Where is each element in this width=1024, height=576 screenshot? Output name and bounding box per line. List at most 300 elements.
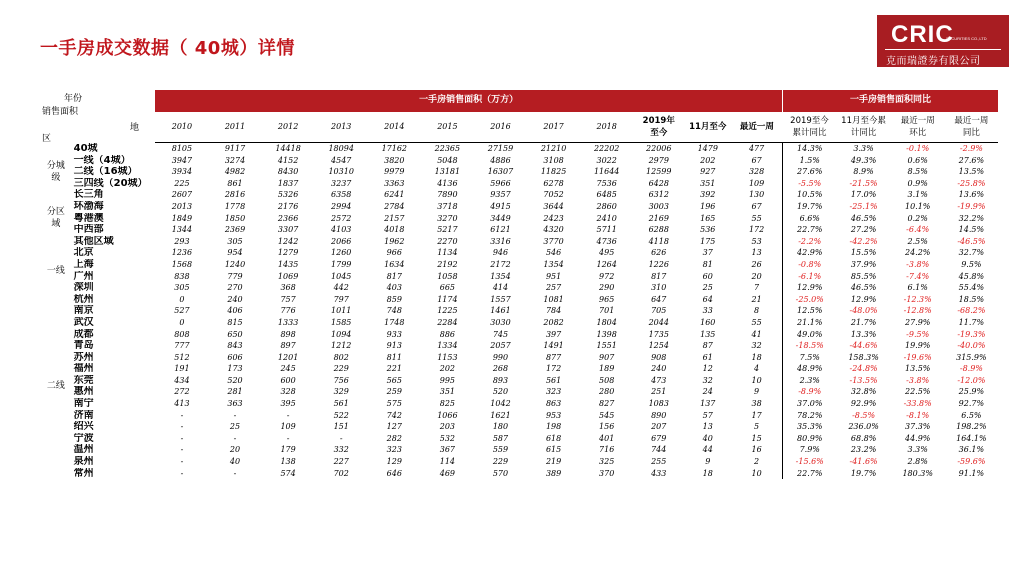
table-row xyxy=(40,178,998,190)
cell-value: 64 xyxy=(702,294,713,304)
cell-value: 14.3% xyxy=(782,143,836,155)
cell-value: 202 xyxy=(439,364,456,374)
cell-value: 21 xyxy=(751,294,762,304)
cell-value: 15.5% xyxy=(850,248,877,258)
cell-value: 37.3% xyxy=(904,422,931,432)
cell-value: 5217 xyxy=(437,225,458,235)
cell-value: 42.9% xyxy=(782,247,836,259)
table-row xyxy=(40,236,998,248)
column-header-text: 最近一周 xyxy=(900,116,935,126)
cell-value: 11644 xyxy=(593,167,620,177)
table-row xyxy=(40,398,998,410)
cell-value: 207 xyxy=(651,422,667,432)
row-name: 常州 xyxy=(73,467,94,479)
cell-value: 1260 xyxy=(331,248,352,258)
cell-value: 8.5% xyxy=(907,167,928,177)
cell-value: 268 xyxy=(492,364,509,374)
cell-value: 4982 xyxy=(224,167,246,177)
cell-value: 742 xyxy=(386,410,402,420)
cell-value: 25 xyxy=(229,422,241,432)
cell-value: 3030 xyxy=(490,317,511,327)
column-header-text: 2018 xyxy=(596,122,617,131)
column-header-text: 2011 xyxy=(224,122,246,131)
cell-value: 368 xyxy=(280,283,296,293)
cell-value: -19.3% xyxy=(957,329,986,339)
cell-value: 8430 xyxy=(277,167,299,177)
cell-value: 251 xyxy=(651,387,667,397)
cell-value: -18.5% xyxy=(782,340,836,352)
cell-value: 245 xyxy=(280,364,296,374)
cell-value: 646 xyxy=(386,468,402,478)
cell-value: 1081 xyxy=(543,294,564,304)
cell-value: 2.3% xyxy=(782,375,836,387)
cell-value: 240 xyxy=(651,364,667,374)
cell-value: 32 xyxy=(751,341,762,351)
cell-value: 323 xyxy=(545,387,562,397)
cell-value: 13.5% xyxy=(958,167,985,177)
cell-value: -8.9% xyxy=(959,364,983,374)
cell-value: -33.8% xyxy=(903,399,932,409)
cell-value: 1748 xyxy=(384,317,405,327)
cell-value: 1240 xyxy=(224,259,246,269)
cell-value: -59.6% xyxy=(957,457,986,467)
cell-value: 1134 xyxy=(437,248,458,258)
table-row xyxy=(40,433,998,445)
cell-value: 12.5% xyxy=(782,305,836,317)
cell-value: 191 xyxy=(174,364,190,374)
cell-value: 745 xyxy=(492,329,509,339)
cell-value: 0.9% xyxy=(907,178,928,188)
cell-value: 3947 xyxy=(171,155,193,165)
row-name: 粤港澳 xyxy=(73,212,104,224)
cell-value: 53 xyxy=(751,236,762,246)
row-name: 40城 xyxy=(73,142,98,154)
cell-value: 532 xyxy=(439,433,456,443)
cell-value: 4886 xyxy=(490,155,511,165)
row-name: 一线（4城） xyxy=(73,154,131,166)
cell-value: 776 xyxy=(280,306,296,316)
cell-value: 87 xyxy=(702,341,713,351)
cell-value: 92.7% xyxy=(958,399,985,409)
cell-value: 495 xyxy=(599,248,615,258)
cell-value: 1344 xyxy=(171,225,193,235)
cell-value: 35.3% xyxy=(782,421,836,433)
cell-value: 85.5% xyxy=(850,271,877,281)
cell-value: 913 xyxy=(386,341,402,351)
yoy-header: 一手房销售面积同比 xyxy=(782,90,998,112)
group-label: 二线 xyxy=(46,381,65,392)
cell-value: 19.9% xyxy=(904,341,931,351)
cell-value: 280 xyxy=(599,387,615,397)
group-label: 分区 域 xyxy=(46,207,65,230)
cell-value: 48.9% xyxy=(782,363,836,375)
cell-value: 1083 xyxy=(648,399,669,409)
cell-value: -12.8% xyxy=(903,306,932,316)
cell-value: 13.3% xyxy=(850,329,877,339)
table-row xyxy=(40,271,998,283)
table-row xyxy=(40,282,998,294)
row-name: 武汉 xyxy=(73,316,94,328)
cell-value: -8.1% xyxy=(906,410,930,420)
cell-value: 173 xyxy=(227,364,243,374)
column-header-text: 最近一周 xyxy=(954,116,989,126)
cell-value: 972 xyxy=(599,271,615,281)
cell-value: 389 xyxy=(545,468,562,478)
cell-value: 650 xyxy=(227,329,243,339)
cell-value: 933 xyxy=(386,329,402,339)
cell-value: 7.5% xyxy=(782,352,836,364)
cell-value: 9979 xyxy=(384,167,405,177)
cell-value: 15 xyxy=(751,433,762,443)
corner-area: 地 xyxy=(130,123,140,133)
cell-value: 3644 xyxy=(543,201,564,211)
cell-value: 328 xyxy=(280,387,296,397)
cell-value: 1153 xyxy=(437,352,458,362)
cell-value: 16307 xyxy=(487,167,514,177)
cell-value: 12.9% xyxy=(782,282,836,294)
cell-value: 1491 xyxy=(543,341,564,351)
column-header-text: 2010 xyxy=(171,122,193,131)
row-name: 环渤海 xyxy=(73,200,104,212)
cell-value: 946 xyxy=(492,248,509,258)
cell-value: 843 xyxy=(227,341,243,351)
cell-value: 18 xyxy=(751,352,762,362)
cell-value: -0.1% xyxy=(906,144,930,153)
cell-value: - xyxy=(180,445,184,455)
cell-value: -0.8% xyxy=(782,259,836,271)
cell-value: 5711 xyxy=(596,225,617,235)
cell-value: -19.9% xyxy=(957,201,986,211)
cell-value: 1585 xyxy=(331,317,352,327)
cell-value: 2176 xyxy=(277,201,299,211)
table-row xyxy=(40,468,998,480)
row-name: 福州 xyxy=(73,363,94,375)
cell-value: 1398 xyxy=(596,329,617,339)
cell-value: 966 xyxy=(386,248,402,258)
page-title: 一手房成交数据（ 40城）详情 xyxy=(40,38,295,59)
cell-value: 395 xyxy=(280,399,296,409)
cell-value: 127 xyxy=(386,422,402,432)
cell-value: 10 xyxy=(751,375,762,385)
corner-region: 区 xyxy=(42,134,52,143)
cell-value: 32.2% xyxy=(958,213,985,223)
cell-value: 2066 xyxy=(331,236,352,246)
cell-value: 3316 xyxy=(490,236,511,246)
cell-value: 565 xyxy=(386,375,402,385)
cell-value: 67 xyxy=(751,155,762,165)
cell-value: 561 xyxy=(545,375,562,385)
cell-value: 24.2% xyxy=(904,248,931,258)
cell-value: 1354 xyxy=(490,271,511,281)
cell-value: 37.9% xyxy=(850,259,877,269)
cell-value: 1334 xyxy=(437,341,458,351)
cell-value: 1962 xyxy=(384,236,405,246)
column-header-text: 至今 xyxy=(650,128,668,138)
cell-value: 665 xyxy=(439,283,456,293)
cell-value: 229 xyxy=(333,364,349,374)
row-name: 宁波 xyxy=(73,432,94,444)
cell-value: 570 xyxy=(492,468,509,478)
cell-value: 522 xyxy=(333,410,349,420)
group-label: 一线 xyxy=(46,265,65,276)
cell-value: 323 xyxy=(386,445,402,455)
cell-value: 236.0% xyxy=(848,422,879,432)
table-row xyxy=(40,213,998,225)
cell-value: 180.3% xyxy=(902,468,933,478)
cell-value: 38 xyxy=(751,399,762,409)
cell-value: 2.5% xyxy=(907,236,928,246)
row-name: 东莞 xyxy=(73,374,94,386)
cell-value: 401 xyxy=(599,433,615,443)
cell-value: - xyxy=(180,457,184,467)
cell-value: 5966 xyxy=(490,178,511,188)
cell-value: 227 xyxy=(333,457,349,467)
cell-value: 0.2% xyxy=(907,213,928,223)
cell-value: 413 xyxy=(174,399,190,409)
cell-value: -19.6% xyxy=(903,352,932,362)
cell-value: 0.6% xyxy=(907,155,928,165)
cell-value: 60 xyxy=(702,271,713,281)
cell-value: -13.5% xyxy=(849,375,878,385)
cell-value: 477 xyxy=(748,144,765,153)
cell-value: 6121 xyxy=(490,225,511,235)
cric-logo xyxy=(877,15,1009,67)
column-header xyxy=(474,112,527,143)
cell-value: 1735 xyxy=(648,329,669,339)
cell-value: 1804 xyxy=(596,317,617,327)
cell-value: 990 xyxy=(492,352,509,362)
cell-value: 701 xyxy=(599,306,615,316)
cell-value: 17 xyxy=(751,410,762,420)
cell-value: 1264 xyxy=(596,259,617,269)
cell-value: 1279 xyxy=(277,248,299,258)
cell-value: 907 xyxy=(599,352,615,362)
cell-value: 6485 xyxy=(596,190,617,200)
row-name: 三四线（20城） xyxy=(73,177,148,189)
cell-value: 328 xyxy=(748,167,765,177)
cell-value: 17.0% xyxy=(850,190,877,200)
cell-value: 5326 xyxy=(277,190,299,200)
cell-value: 4736 xyxy=(596,236,617,246)
cell-value: 838 xyxy=(174,271,190,281)
cell-value: -48.0% xyxy=(849,306,878,316)
cell-value: 4118 xyxy=(648,236,669,246)
cell-value: 0 xyxy=(179,317,185,327)
cell-value: 469 xyxy=(439,468,456,478)
cell-value: -3.8% xyxy=(906,259,930,269)
cell-value: -46.5% xyxy=(957,236,986,246)
table-row xyxy=(40,224,998,236)
cell-value: 1045 xyxy=(331,271,352,281)
cell-value: 4547 xyxy=(331,155,352,165)
column-header xyxy=(731,112,782,143)
logo-text: CRIC xyxy=(891,21,954,48)
cell-value: 33 xyxy=(702,306,713,316)
cell-value: - xyxy=(233,410,237,420)
cell-value: 27.9% xyxy=(904,317,931,327)
cell-value: 1461 xyxy=(490,306,511,316)
cell-value: 138 xyxy=(280,457,296,467)
column-header-text: 2019年 xyxy=(642,116,675,126)
cell-value: 40 xyxy=(229,457,241,467)
cell-value: - xyxy=(286,410,290,420)
cell-value: - xyxy=(339,433,343,443)
cell-value: 10.1% xyxy=(904,201,931,211)
cell-value: 4152 xyxy=(277,155,299,165)
cell-value: 67 xyxy=(751,201,762,211)
cell-value: 1042 xyxy=(490,399,511,409)
cell-value: -12.0% xyxy=(957,375,986,385)
cell-value: 757 xyxy=(280,294,296,304)
cell-value: 135 xyxy=(700,329,716,339)
cell-value: 12.9% xyxy=(850,294,877,304)
cell-value: 1058 xyxy=(437,271,458,281)
cell-value: 16 xyxy=(751,445,762,455)
cell-value: 13.5% xyxy=(904,364,931,374)
cell-value: 817 xyxy=(386,271,402,281)
cell-value: 24 xyxy=(702,387,713,397)
cell-value: 6241 xyxy=(384,190,405,200)
cell-value: 2994 xyxy=(331,201,352,211)
cell-value: 12 xyxy=(702,364,713,374)
cell-value: 6358 xyxy=(331,190,352,200)
column-header xyxy=(262,112,315,143)
cell-value: -24.8% xyxy=(849,364,878,374)
cell-value: 3.1% xyxy=(907,190,928,200)
cell-value: 2784 xyxy=(384,201,405,211)
cell-value: 6312 xyxy=(648,190,669,200)
cell-value: 2.8% xyxy=(907,457,928,467)
cell-value: 259 xyxy=(386,387,402,397)
cell-value: 130 xyxy=(748,190,765,200)
cell-value: 1850 xyxy=(224,213,246,223)
row-name: 温州 xyxy=(73,444,94,456)
cell-value: 240 xyxy=(227,294,243,304)
cell-value: 270 xyxy=(227,283,243,293)
cell-value: 574 xyxy=(280,468,296,478)
cell-value: 1254 xyxy=(648,341,669,351)
cell-value: 281 xyxy=(227,387,243,397)
cell-value: 367 xyxy=(439,445,456,455)
cell-value: 18 xyxy=(702,468,713,478)
cell-value: 3820 xyxy=(384,155,405,165)
cell-value: 27.6% xyxy=(782,166,836,178)
cell-value: 45.8% xyxy=(958,271,985,281)
cell-value: - xyxy=(180,468,184,478)
cell-value: 114 xyxy=(439,457,456,467)
cell-value: 8105 xyxy=(171,144,193,153)
cell-value: 40 xyxy=(702,433,713,443)
row-name: 杭州 xyxy=(73,293,94,305)
cell-value: 2157 xyxy=(384,213,405,223)
cell-value: 508 xyxy=(599,375,615,385)
cell-value: 3718 xyxy=(437,201,458,211)
cell-value: 890 xyxy=(651,410,667,420)
cell-value: 225 xyxy=(174,178,190,188)
cell-value: 9 xyxy=(705,457,711,467)
table-row xyxy=(40,340,998,352)
column-header xyxy=(684,112,731,143)
column-header xyxy=(945,112,998,143)
cell-value: 825 xyxy=(439,399,456,409)
table-row xyxy=(40,363,998,375)
cell-value: 559 xyxy=(492,445,509,455)
cell-value: 1837 xyxy=(277,178,299,188)
cell-value: 13181 xyxy=(434,167,461,177)
cell-value: 392 xyxy=(700,190,716,200)
cell-value: 9 xyxy=(754,387,760,397)
cell-value: 198.2% xyxy=(956,422,987,432)
table-row xyxy=(40,294,998,306)
cell-value: 13 xyxy=(751,248,762,258)
cell-value: 587 xyxy=(492,433,509,443)
cell-value: 863 xyxy=(545,399,562,409)
cell-value: 626 xyxy=(651,248,667,258)
row-name: 南宁 xyxy=(73,398,94,410)
cell-value: 37 xyxy=(702,248,713,258)
table-row xyxy=(40,421,998,433)
cell-value: 861 xyxy=(227,178,243,188)
cell-value: 702 xyxy=(333,468,349,478)
cell-value: 81 xyxy=(702,259,713,269)
column-header-text: 环比 xyxy=(909,128,927,138)
cell-value: 32.7% xyxy=(958,248,985,258)
column-header xyxy=(155,112,208,143)
column-header-text: 2012 xyxy=(277,122,299,131)
cell-value: 827 xyxy=(599,399,615,409)
cell-value: 315.9% xyxy=(956,352,987,362)
cell-value: 290 xyxy=(599,283,615,293)
cell-value: 927 xyxy=(700,167,716,177)
cell-value: 293 xyxy=(174,236,190,246)
cell-value: 1069 xyxy=(277,271,299,281)
cell-value: 22.5% xyxy=(904,387,931,397)
cell-value: 21.7% xyxy=(850,317,877,327)
column-header-text: 11月至今累 xyxy=(841,116,886,126)
cell-value: 202 xyxy=(700,155,716,165)
table-row xyxy=(40,247,998,259)
cell-value: 12599 xyxy=(646,167,672,177)
cell-value: 78.2% xyxy=(782,410,836,422)
cell-value: -8.5% xyxy=(852,410,876,420)
cell-value: 55 xyxy=(751,213,762,223)
group-label xyxy=(40,143,72,155)
cell-value: 2607 xyxy=(171,190,193,200)
cell-value: 647 xyxy=(651,294,667,304)
cell-value: 172 xyxy=(748,225,765,235)
cell-value: 1094 xyxy=(331,329,352,339)
cell-value: 995 xyxy=(439,375,456,385)
cell-value: 5 xyxy=(754,422,760,432)
cell-value: 160 xyxy=(700,317,716,327)
table-row xyxy=(40,329,998,341)
cell-value: 2410 xyxy=(596,213,617,223)
cell-value: -41.6% xyxy=(849,457,878,467)
cell-value: 2044 xyxy=(648,317,669,327)
cell-value: 3.3% xyxy=(853,144,874,153)
column-header-text: 累计同比 xyxy=(792,128,827,138)
cell-value: 1435 xyxy=(277,259,299,269)
cell-value: 2057 xyxy=(490,341,511,351)
corner-metric: 销售面积 xyxy=(42,107,79,117)
cell-value: 156 xyxy=(599,422,615,432)
cell-value: 2270 xyxy=(437,236,458,246)
row-name: 广州 xyxy=(73,270,94,282)
cell-value: 3449 xyxy=(490,213,511,223)
cell-value: 46.5% xyxy=(850,213,877,223)
cell-value: 473 xyxy=(651,375,667,385)
cell-value: 27.2% xyxy=(850,225,877,235)
